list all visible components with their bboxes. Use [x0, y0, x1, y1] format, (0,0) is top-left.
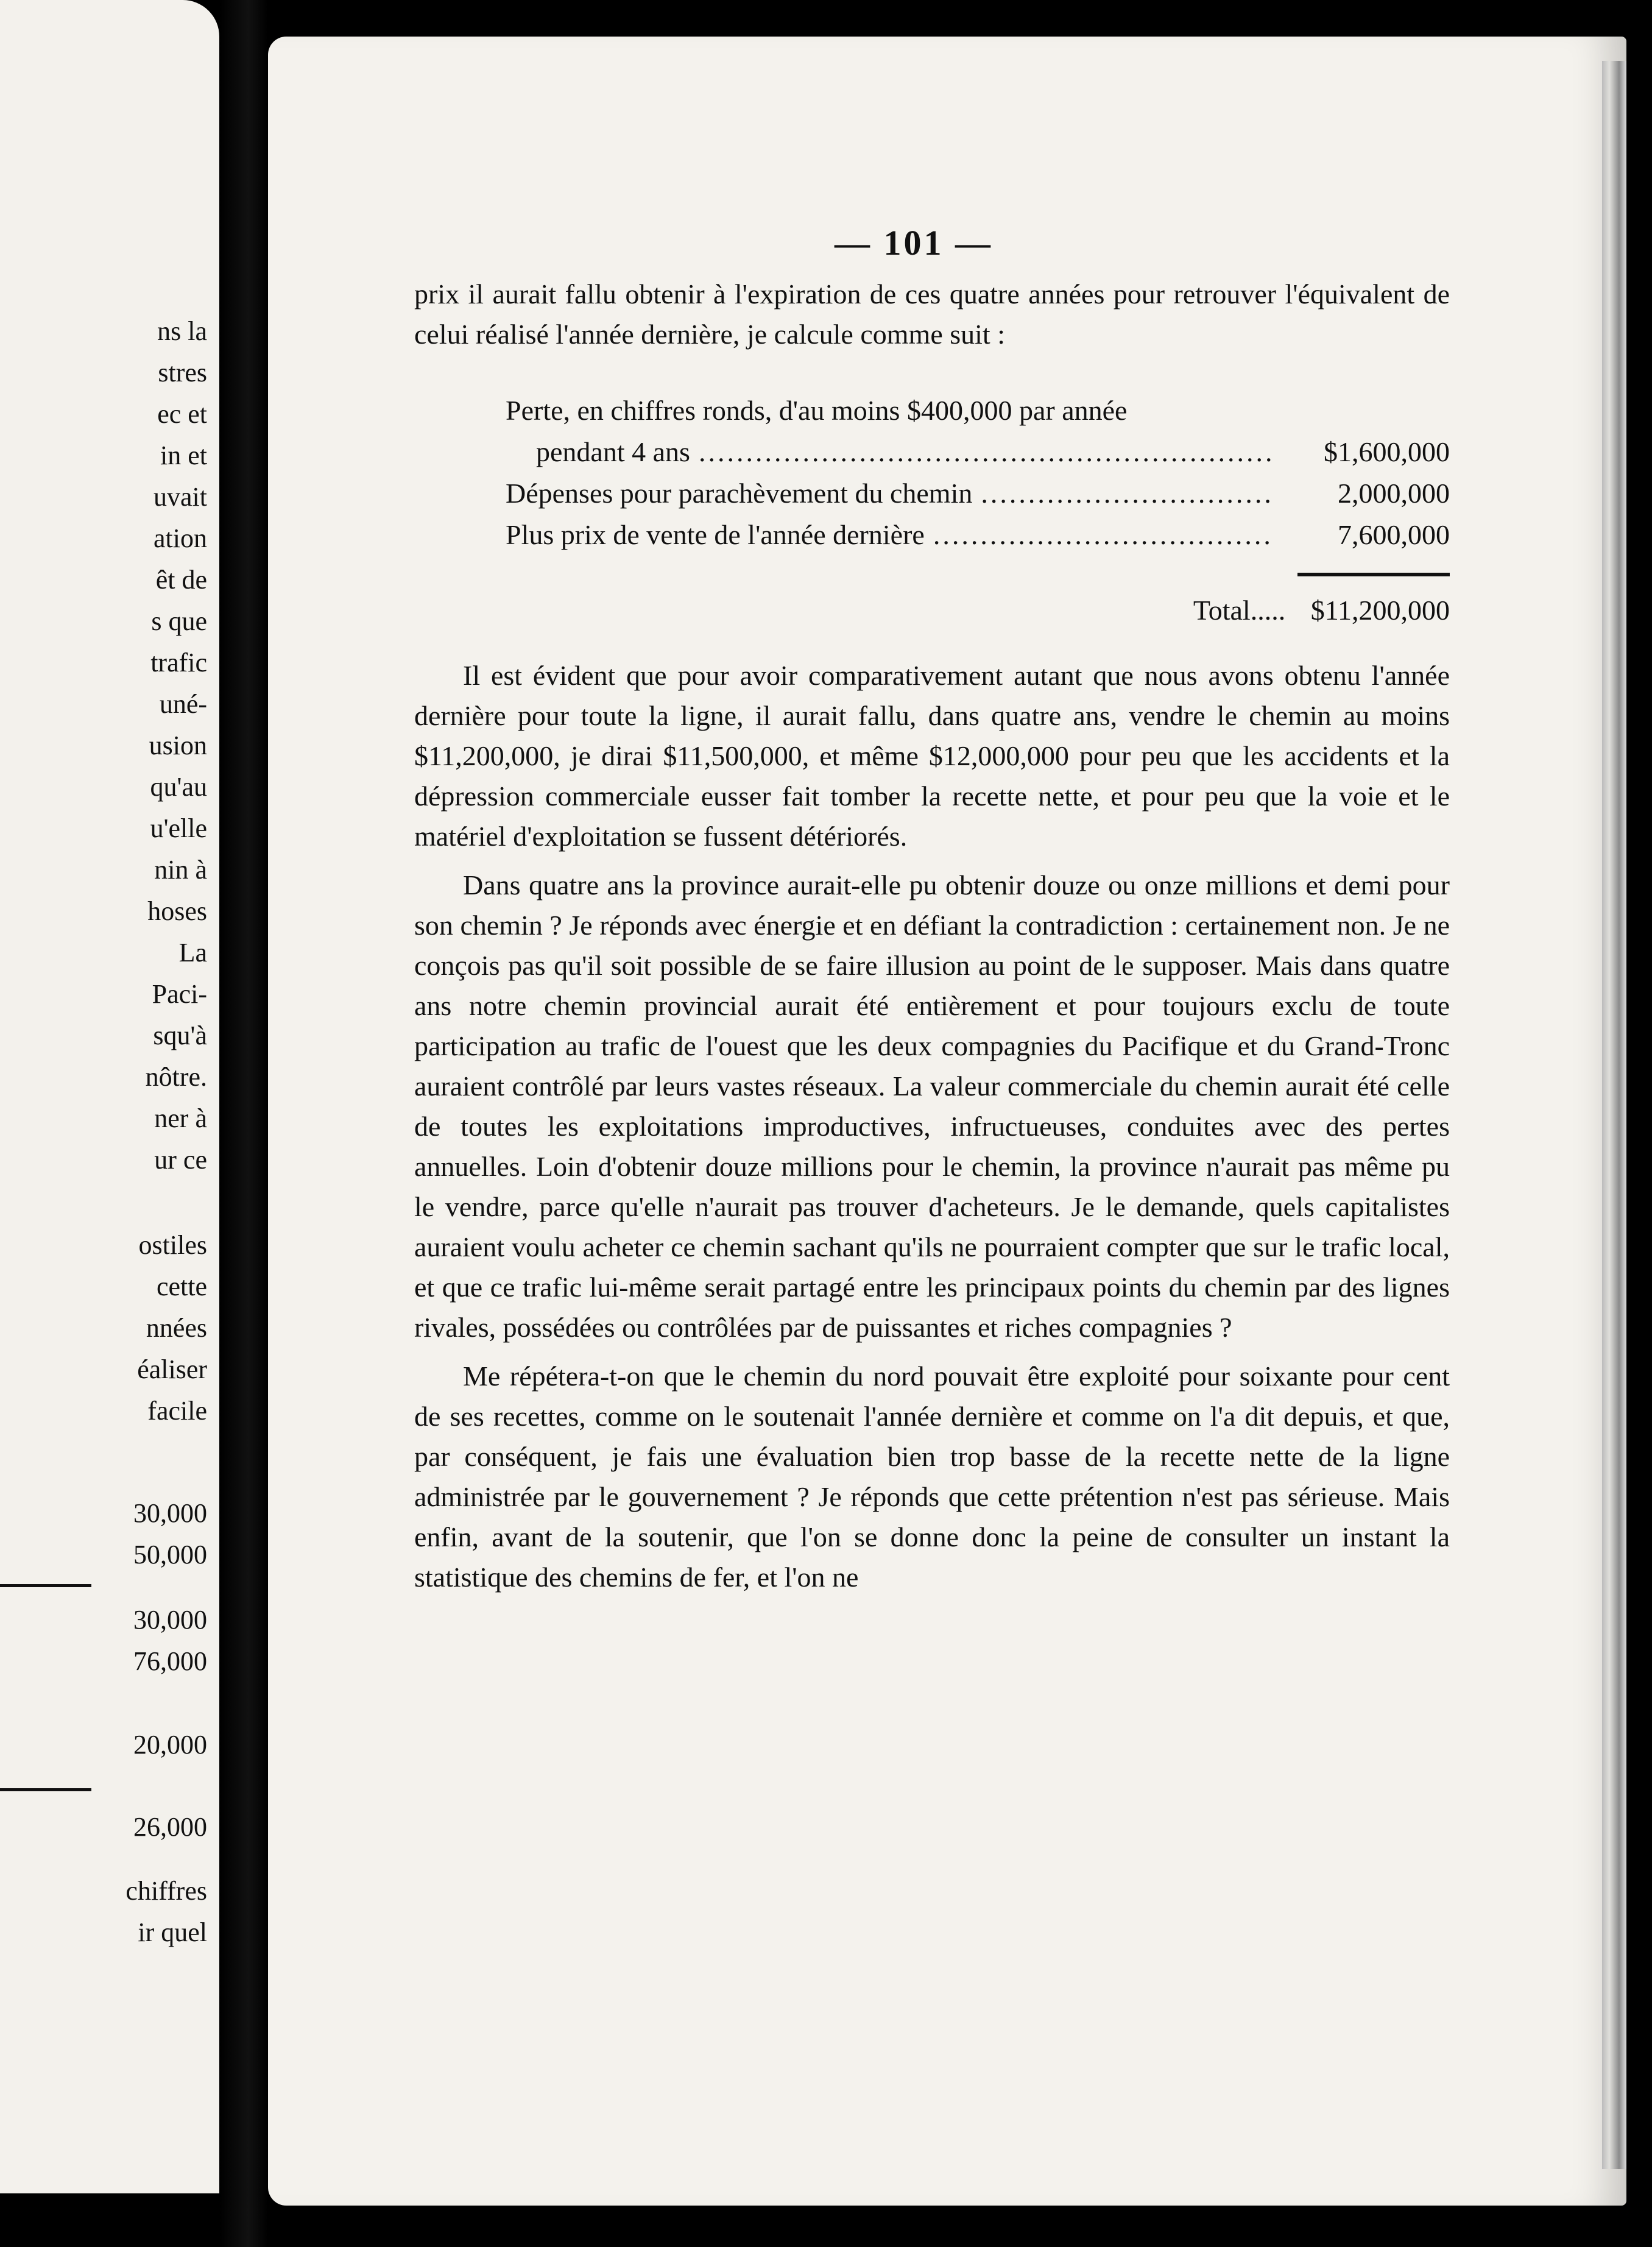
- left-fragment: 20,000: [133, 1730, 207, 1760]
- left-fragment: ner à: [154, 1103, 207, 1133]
- left-fragment: usion: [149, 731, 207, 760]
- left-fragment: 26,000: [133, 1812, 207, 1842]
- left-fragment: 30,000: [133, 1605, 207, 1635]
- paragraph-repetera: Me répétera-t-on que le chemin du nord pouvait être exploité pour soixante pour cent de ses recettes, comme on le soutenait l'année dernière et comme on l'a dit depuis, et que, par conséquent, je fais une évaluation bien trop basse de la recette nette de la ligne administrée par le gouvernement ? Je réponds que cette prétention n'est pas sérieuse. Mais enfin, avant de la soutenir, que l'on se donne donc la peine de consulter un instant la statistique des chemins de fer, et l'on ne: [414, 1361, 1450, 1593]
- left-fragment: ns la: [157, 316, 207, 346]
- left-fragment: s que: [151, 606, 207, 636]
- calc-row-label: Dépenses pour parachèvement du chemin: [506, 478, 973, 509]
- left-fragment: Paci-: [152, 979, 207, 1009]
- left-fragment: ec et: [157, 399, 207, 429]
- left-fragment: u'elle: [150, 813, 207, 843]
- left-fragment: nin à: [154, 855, 207, 885]
- left-fragment: hoses: [147, 896, 207, 926]
- left-fragment: ir quel: [138, 1917, 207, 1947]
- calc-row: [414, 431, 1450, 473]
- calc-total: [414, 590, 1450, 631]
- calc-row-amount: 7,600,000: [1338, 519, 1450, 550]
- left-fragment: squ'à: [153, 1021, 207, 1050]
- calc-row-label: pendant 4 ans: [536, 436, 690, 467]
- left-fragment: ation: [154, 523, 207, 553]
- leader-dots: [699, 431, 1271, 473]
- left-fragment: uvait: [154, 482, 207, 512]
- calc-row-amount: $1,600,000: [1324, 436, 1450, 467]
- left-sum-rule: [0, 1584, 91, 1587]
- intro-paragraph: prix il aurait fallu obtenir à l'expiration de ces quatre années pour retrouver l'équivalent de celui réalisé l'année dernière, je calcule comme suit :: [414, 278, 1450, 350]
- total-amount: $11,200,000: [1310, 595, 1450, 626]
- calc-line-loss: Perte, en chiffres ronds, d'au moins $400,000 par année: [506, 395, 1128, 426]
- left-fragment: éaliser: [137, 1354, 207, 1384]
- left-fragment: nnées: [146, 1313, 207, 1343]
- left-fragment: êt de: [155, 565, 207, 595]
- left-fragment: ur ce: [154, 1145, 207, 1175]
- leader-dots: [933, 514, 1271, 556]
- left-fragment: trafic: [150, 648, 207, 678]
- left-fragment: cette: [156, 1272, 207, 1301]
- left-fragment: La: [178, 938, 207, 968]
- left-fragment: 76,000: [133, 1646, 207, 1676]
- page-body: [414, 274, 1450, 1598]
- total-label: Total.....: [1193, 595, 1286, 626]
- left-fragment: stres: [158, 358, 207, 387]
- left-fragment: ostiles: [138, 1230, 207, 1260]
- paragraph-four-years: Dans quatre ans la province aurait-elle pu obtenir douze ou onze millions et demi pour son chemin ? Je réponds avec énergie et en défiant la contradiction : certainement non. Je ne conçois pas qu'il soit possible de se faire illusion au point de le supposer. Mais dans quatre ans notre chemin provincial aurait été entièrement et pour toujours exclu de toute participation au trafic de l'ouest que les deux compagnies du Pacifique et du Grand-Tronc auraient contrôlé par leurs vastes réseaux. La valeur commerciale du chemin aurait été celle de toutes les exploitations improductives, infructueuses, conduites avec des pertes annuelles. Loin d'obtenir douze millions pour le chemin, la province n'aurait pas même pu le vendre, parce qu'elle n'aurait pas trouver d'acheteurs. Je le demande, quels capitalistes auraient voulu acheter ce chemin sachant qu'ils ne pourraient compter que sur le trafic local, et que ce trafic lui-même serait partagé entre les principaux points du chemin par des lignes rivales, possédées ou contrôlées par de puissantes et riches compagnies ?: [414, 869, 1450, 1343]
- left-fragment: nôtre.: [145, 1062, 207, 1092]
- left-fragment: uné-: [159, 689, 207, 719]
- leader-dots: [981, 473, 1271, 514]
- left-fragment: facile: [147, 1396, 207, 1426]
- left-fragment: 50,000: [133, 1540, 207, 1569]
- page-edge: [1602, 61, 1626, 2169]
- calc-row: [414, 473, 1450, 514]
- sum-rule: [1297, 573, 1450, 576]
- paragraph-evident: Il est évident que pour avoir comparativement autant que nous avons obtenu l'année dernière pour toute la ligne, il aurait fallu, dans quatre ans, vendre le chemin au moins $11,200,000, je dirai $11,500,000, et même $12,000,000 pour peu que les accidents et la dépression commerciale eusser fait tomber la recette nette, et pour peu que la voie et le matériel d'exploitation se fussent détériorés.: [414, 660, 1450, 852]
- page-number: — 101 —: [835, 223, 993, 263]
- left-fragment: chiffres: [125, 1876, 207, 1906]
- left-sum-rule: [0, 1788, 91, 1791]
- book-spine-shadow: [219, 0, 268, 2247]
- left-fragment: in et: [160, 441, 207, 470]
- left-fragment: 30,000: [133, 1498, 207, 1528]
- previous-page-strip: [0, 0, 219, 2193]
- calc-row: [414, 514, 1450, 556]
- loss-calculation: [414, 390, 1450, 631]
- calc-row-amount: 2,000,000: [1338, 478, 1450, 509]
- calc-row-label: Plus prix de vente de l'année dernière: [506, 519, 925, 550]
- left-fragment: qu'au: [150, 772, 207, 802]
